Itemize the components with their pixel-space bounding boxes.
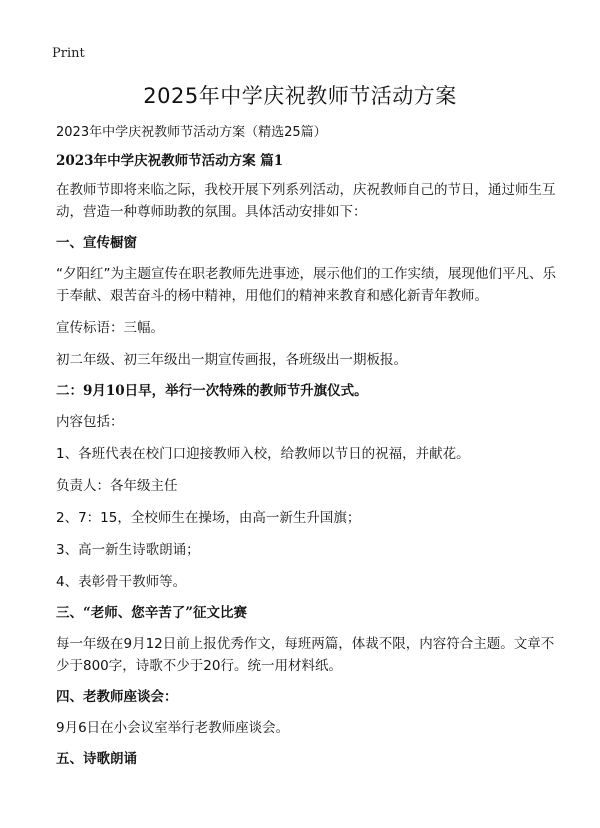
section-heading: 2023年中学庆祝教师节活动方案 篇1 (56, 153, 284, 169)
part4-heading: 四、老教师座谈会： (56, 689, 178, 705)
document-title: 2025年中学庆祝教师节活动方案 (143, 84, 457, 108)
part3-heading: 三、“老师、您辛苦了”征文比赛 (56, 605, 248, 621)
part1-paragraph-2: 宣传标语：三幅。 (56, 320, 164, 336)
part2-paragraph-6: 4、表彰骨干教师等。 (56, 574, 187, 590)
print-link[interactable]: Print (52, 46, 85, 61)
part1-paragraph-3: 初二年级、初三年级出一期宣传画报，各班级出一期板报。 (56, 352, 407, 368)
part1-heading: 一、宣传橱窗 (56, 235, 137, 251)
part2-paragraph-4: 2、7：15，全校师生在操场，由高一新生升国旗； (56, 510, 361, 526)
part5-heading: 五、诗歌朗诵 (56, 751, 137, 767)
part2-heading: 二：9月10日早，举行一次特殊的教师节升旗仪式。 (56, 383, 368, 399)
part3-paragraph-1: 每一年级在9月12日前上报优秀作文，每班两篇，体裁不限，内容符合主题。文章不少于800字，诗歌不少于20行。统一用材料纸。 (56, 636, 555, 674)
part4-paragraph-1: 9月6日在小会议室举行老教师座谈会。 (56, 720, 290, 736)
intro-paragraph: 在教师节即将来临之际，我校开展下列系列活动，庆祝教师自己的节日，通过师生互动，营造一种尊师助教的氛围。具体活动安排如下： (56, 182, 556, 220)
part2-paragraph-5: 3、高一新生诗歌朗诵； (56, 542, 200, 558)
part2-paragraph-1: 内容包括： (56, 414, 124, 430)
document-subtitle: 2023年中学庆祝教师节活动方案（精选25篇） (56, 125, 327, 140)
document-body (56, 151, 558, 769)
part1-paragraph-1: “夕阳红”为主题宣传在职老教师先进事迹，展示他们的工作实绩，展现他们平凡、乐于奉献、艰苦奋斗的杨中精神，用他们的精神来教育和感化新青年教师。 (56, 266, 556, 304)
part2-paragraph-2: 1、各班代表在校门口迎接教师入校，给教师以节日的祝福，并献花。 (56, 446, 470, 462)
part2-paragraph-3: 负责人：各年级主任 (56, 478, 178, 494)
